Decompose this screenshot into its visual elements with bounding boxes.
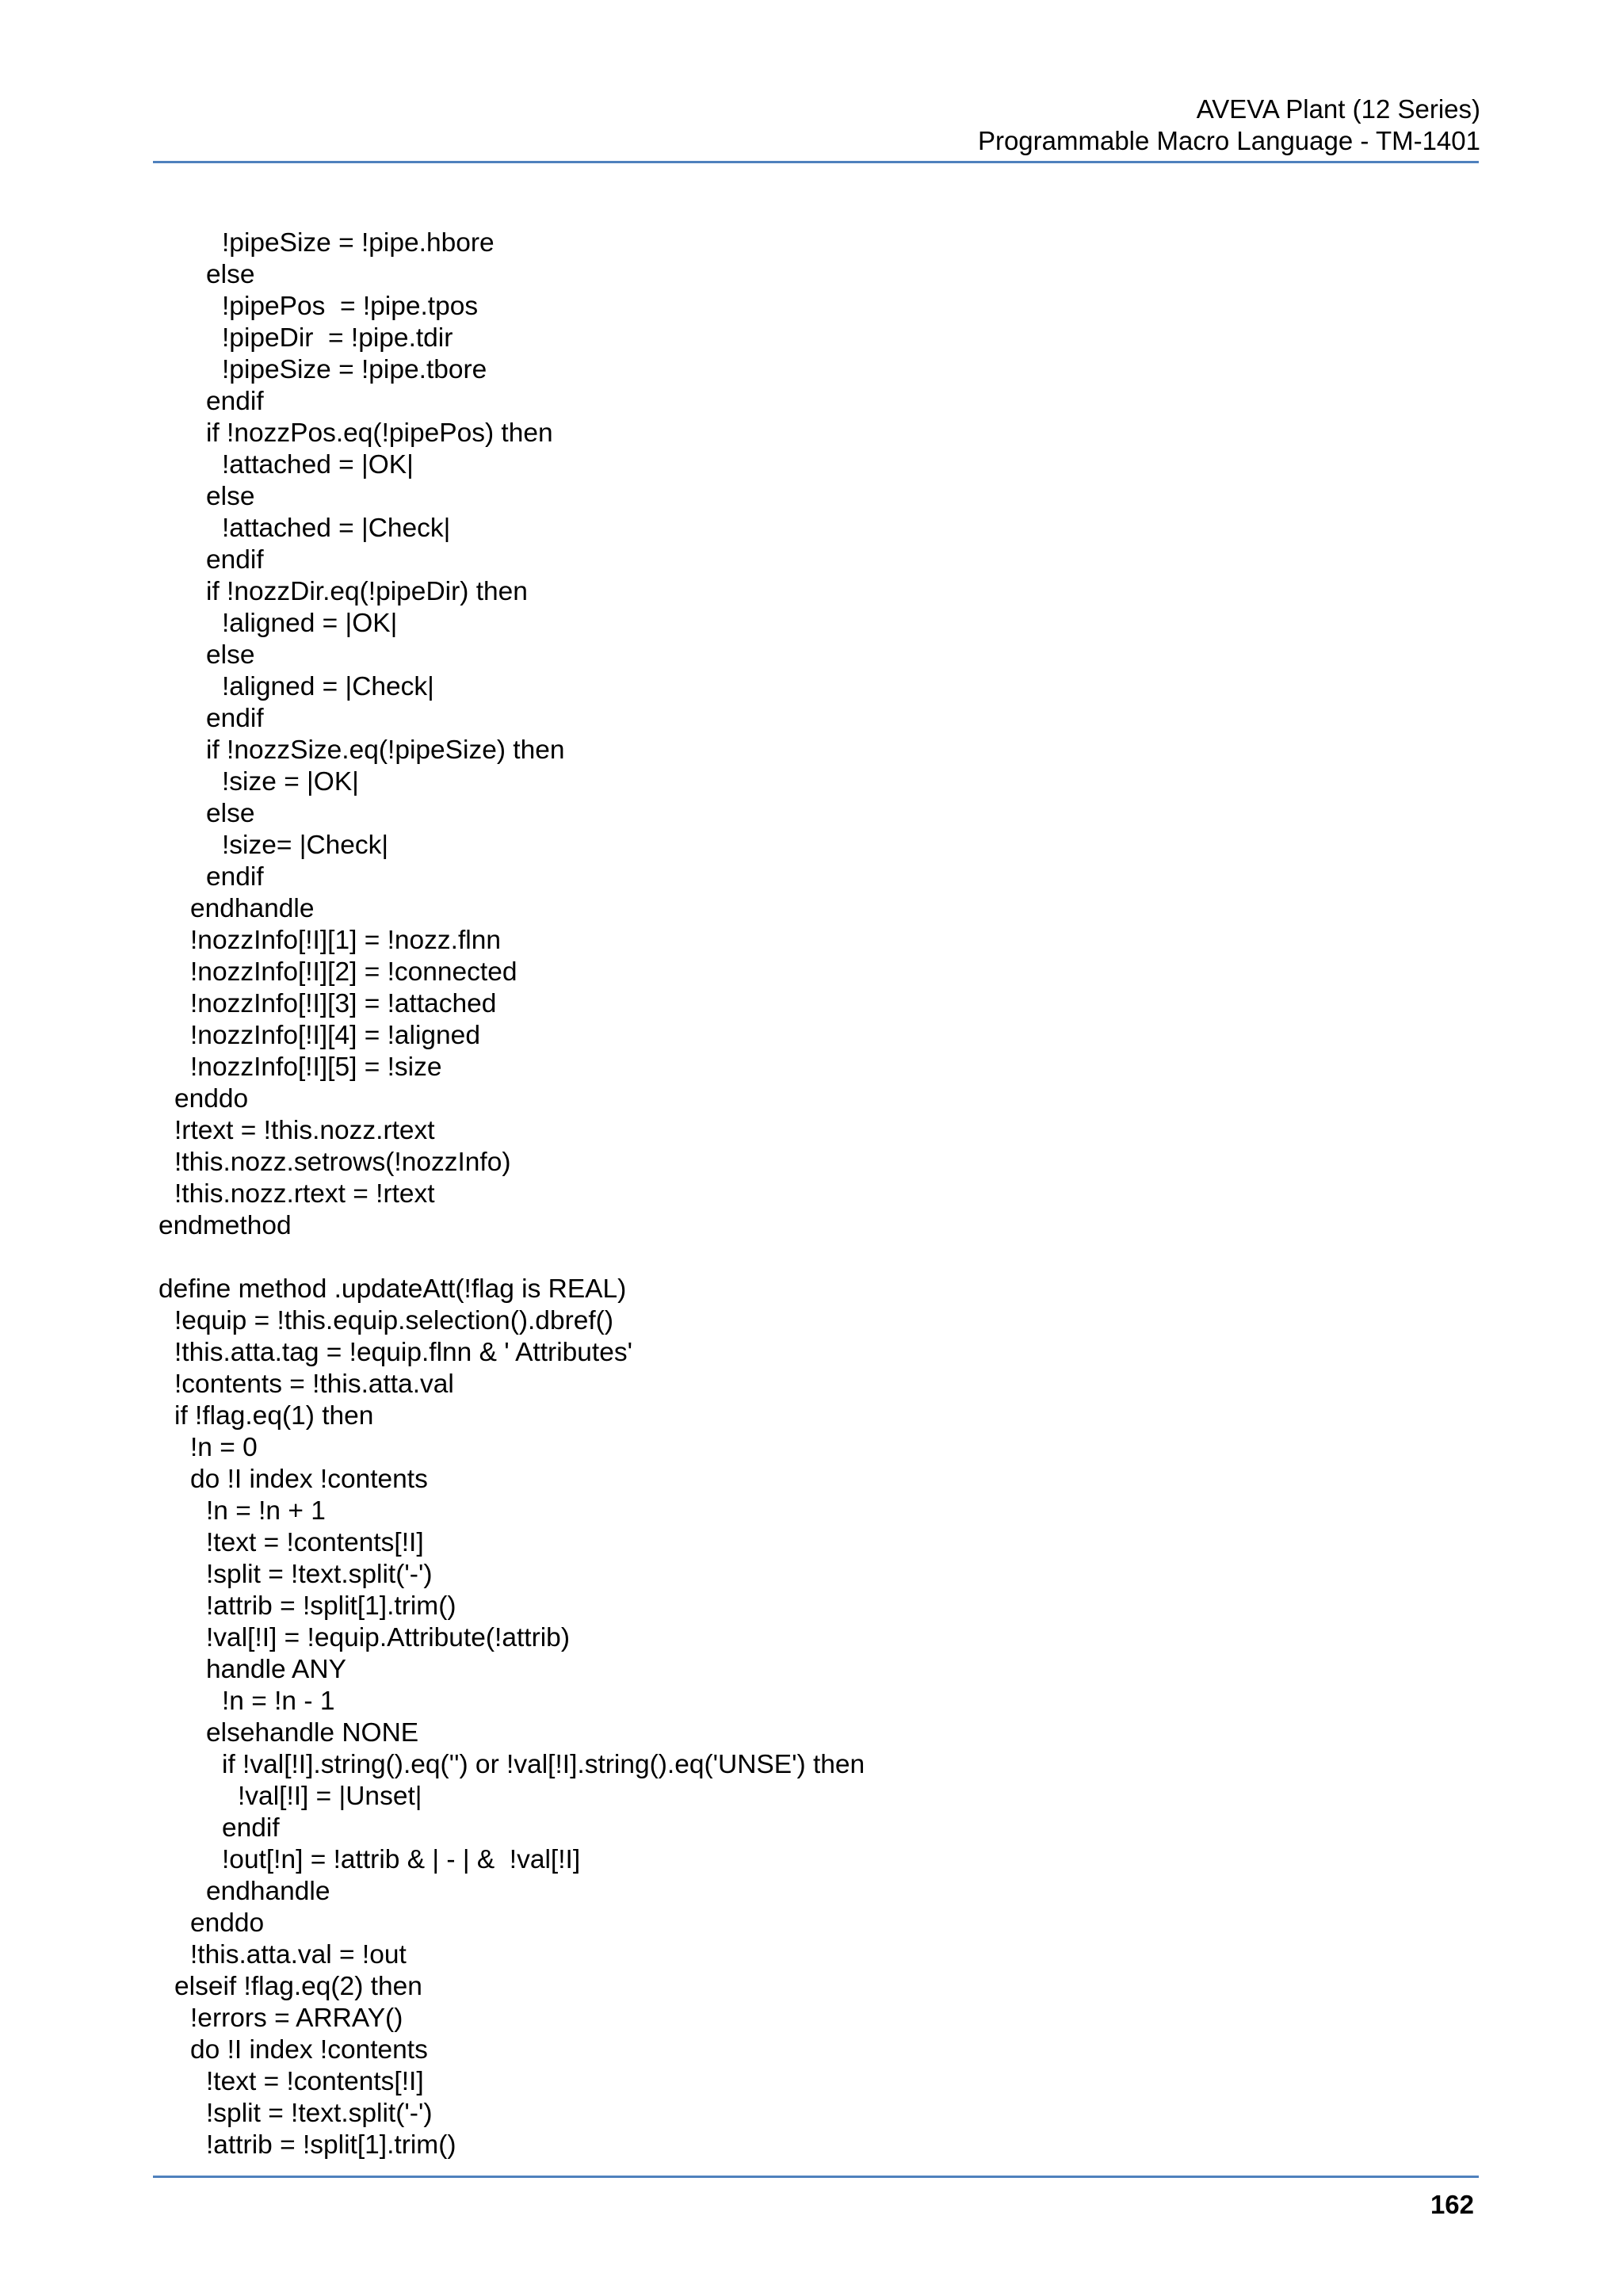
code-line-text: !this.nozz.setrows(!nozzInfo) [174, 1148, 511, 1177]
code-line-text: !split = !text.split('-') [206, 1560, 433, 1589]
code-line-text: !this.nozz.rtext = !rtext [174, 1179, 435, 1209]
code-line [0, 576, 1623, 608]
code-line-text: else [206, 640, 255, 670]
code-line [0, 1147, 1623, 1179]
code-line [0, 1242, 1623, 1274]
code-line-text: elsehandle NONE [206, 1718, 419, 1748]
code-line [0, 1305, 1623, 1337]
code-line-text: !split = !text.split('-') [206, 2099, 433, 2128]
code-line [0, 1939, 1623, 1971]
code-line-text: endmethod [158, 1211, 292, 1240]
code-line-text: !nozzInfo[!I][5] = !size [190, 1052, 442, 1082]
code-line [0, 1622, 1623, 1654]
header-title: AVEVA Plant (12 Series) [1196, 94, 1480, 124]
code-line [0, 354, 1623, 386]
code-line [0, 703, 1623, 735]
code-line-text: !nozzInfo[!I][4] = !aligned [190, 1021, 480, 1050]
code-line [0, 1369, 1623, 1400]
code-line-text: enddo [190, 1908, 265, 1938]
code-line-text: if !nozzSize.eq(!pipeSize) then [206, 735, 565, 765]
code-line [0, 798, 1623, 830]
code-line-text: !equip = !this.equip.selection().dbref() [174, 1306, 613, 1335]
code-line-text: !val[!I] = !equip.Attribute(!attrib) [206, 1623, 570, 1652]
code-line [0, 2130, 1623, 2161]
code-line [0, 544, 1623, 576]
code-line [0, 608, 1623, 640]
code-line [0, 1020, 1623, 1052]
code-line [0, 1591, 1623, 1622]
code-line-text: !rtext = !this.nozz.rtext [174, 1116, 435, 1145]
code-line-text: !pipeDir = !pipe.tdir [222, 323, 453, 353]
code-line-text: endif [206, 862, 264, 892]
header-subtitle: Programmable Macro Language - TM-1401 [977, 126, 1480, 155]
code-line [0, 418, 1623, 449]
code-line-text: enddo [174, 1084, 249, 1114]
code-line-text: !attrib = !split[1].trim() [206, 2130, 456, 2160]
code-line [0, 291, 1623, 323]
code-line [0, 449, 1623, 481]
code-line [0, 893, 1623, 925]
code-line [0, 1654, 1623, 1686]
code-line-text: !attached = |OK| [222, 450, 414, 479]
code-line [0, 1274, 1623, 1305]
code-line-text: if !flag.eq(1) then [174, 1401, 374, 1431]
code-line [0, 988, 1623, 1020]
code-line-text: elseif !flag.eq(2) then [174, 1972, 422, 2001]
code-line-text: !aligned = |OK| [222, 609, 398, 638]
code-line [0, 323, 1623, 354]
code-line-text: !nozzInfo[!I][1] = !nozz.flnn [190, 926, 501, 955]
code-line [0, 1400, 1623, 1432]
code-line [0, 1844, 1623, 1876]
code-line [0, 1210, 1623, 1242]
code-line-text: !pipeSize = !pipe.hbore [222, 228, 495, 258]
code-line [0, 1971, 1623, 2003]
code-line [0, 735, 1623, 766]
code-line [0, 1527, 1623, 1559]
code-line [0, 671, 1623, 703]
code-line-text: !text = !contents[!I] [206, 2067, 424, 2096]
code-line-text: define method .updateAtt(!flag is REAL) [158, 1274, 627, 1304]
code-line [0, 1496, 1623, 1527]
code-listing [0, 227, 1623, 2161]
code-line-text: !text = !contents[!I] [206, 1528, 424, 1557]
code-line [0, 1717, 1623, 1749]
code-line [0, 1749, 1623, 1781]
code-line-text: !attached = |Check| [222, 514, 451, 543]
code-line-text: do !I index !contents [190, 2035, 428, 2065]
code-line-text: do !I index !contents [190, 1465, 428, 1494]
code-line [0, 1337, 1623, 1369]
footer-rule [153, 2176, 1479, 2178]
code-line-text: !errors = ARRAY() [190, 2004, 403, 2033]
code-line [0, 1464, 1623, 1496]
code-line [0, 1432, 1623, 1464]
code-line-text: !contents = !this.atta.val [174, 1370, 454, 1399]
code-line [0, 513, 1623, 544]
code-line [0, 640, 1623, 671]
code-line-text: endhandle [206, 1877, 330, 1906]
code-line [0, 1115, 1623, 1147]
code-line [0, 2098, 1623, 2130]
code-line-text: !pipeSize = !pipe.tbore [222, 355, 487, 384]
code-line [0, 1781, 1623, 1813]
code-line-text: !pipePos = !pipe.tpos [222, 292, 479, 321]
code-line-text: !n = 0 [190, 1433, 258, 1462]
code-line [0, 766, 1623, 798]
code-line [0, 259, 1623, 291]
code-line [0, 861, 1623, 893]
code-line [0, 1876, 1623, 1908]
code-line-text: if !nozzDir.eq(!pipeDir) then [206, 577, 528, 606]
code-line [0, 2066, 1623, 2098]
code-line [0, 925, 1623, 957]
header-rule [153, 161, 1479, 163]
code-line-text: !out[!n] = !attrib & | - | & !val[!I] [222, 1845, 581, 1874]
code-line [0, 2003, 1623, 2034]
code-line-text: !n = !n - 1 [222, 1687, 335, 1716]
code-line [0, 830, 1623, 861]
code-line-text: !aligned = |Check| [222, 672, 434, 701]
code-line [0, 1179, 1623, 1210]
code-line-text: !nozzInfo[!I][2] = !connected [190, 957, 517, 987]
code-line [0, 1813, 1623, 1844]
code-line-text: endif [206, 387, 264, 416]
code-line-text: !size= |Check| [222, 831, 389, 860]
page-header [978, 94, 1480, 157]
code-line-text: !size = |OK| [222, 767, 359, 797]
code-line-text: else [206, 482, 255, 511]
code-line-text: !val[!I] = |Unset| [238, 1782, 422, 1811]
code-line-text: if !val[!I].string().eq('') or !val[!I].string().eq('UNSE') then [222, 1750, 865, 1779]
code-line-text: !this.atta.tag = !equip.flnn & ' Attributes' [174, 1338, 632, 1367]
code-line-text: !attrib = !split[1].trim() [206, 1591, 456, 1621]
code-line-text: if !nozzPos.eq(!pipePos) then [206, 418, 553, 448]
code-line-text: else [206, 799, 255, 828]
code-line [0, 2034, 1623, 2066]
code-line [0, 481, 1623, 513]
code-line [0, 1052, 1623, 1083]
code-line-text: endif [206, 545, 264, 575]
code-line-text: endif [222, 1813, 280, 1843]
code-line [0, 1686, 1623, 1717]
code-line-text: handle ANY [206, 1655, 346, 1684]
code-line [0, 957, 1623, 988]
code-line-text: endif [206, 704, 264, 733]
code-line-text: else [206, 260, 255, 289]
code-line [0, 227, 1623, 259]
code-line-text: !nozzInfo[!I][3] = !attached [190, 989, 497, 1018]
code-line [0, 1083, 1623, 1115]
code-line [0, 1908, 1623, 1939]
code-line-text: !n = !n + 1 [206, 1496, 326, 1526]
code-line-text: !this.atta.val = !out [190, 1940, 407, 1969]
code-line [0, 386, 1623, 418]
page-number: 162 [1430, 2190, 1474, 2219]
code-line-text: endhandle [190, 894, 315, 923]
code-line [0, 1559, 1623, 1591]
